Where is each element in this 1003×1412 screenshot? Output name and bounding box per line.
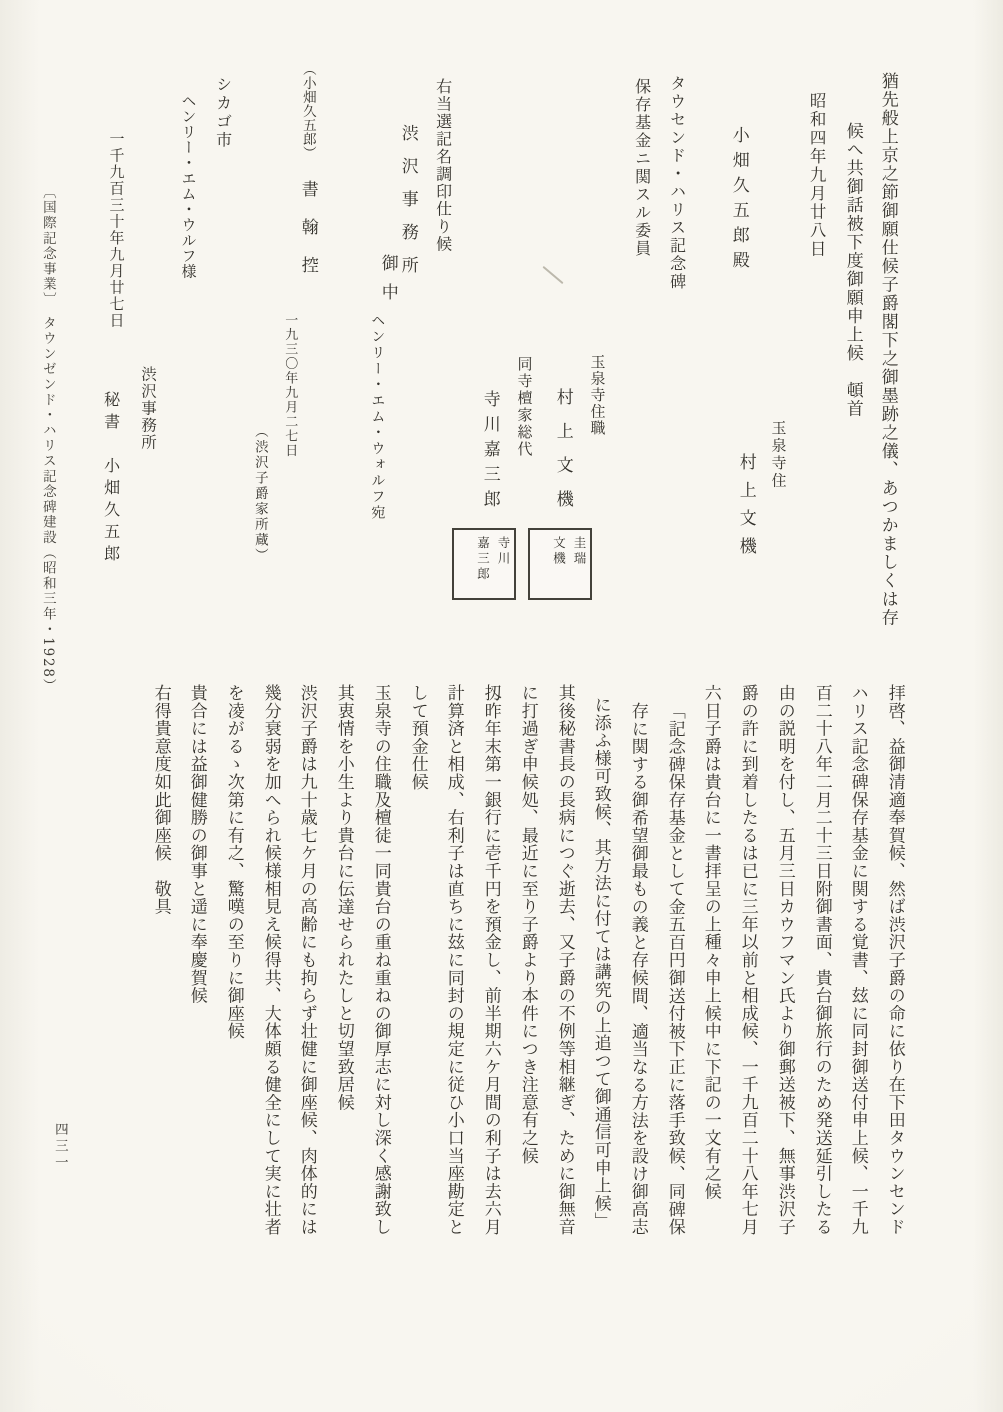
letter2-header-label: （小畑久五郎） — [299, 62, 316, 160]
committee-signer2-name: 寺川嘉三郎 — [479, 390, 500, 515]
letter2-body-line: に打過ぎ申候処、最近に至り子爵より本件につき注意有之候 — [517, 684, 538, 1165]
committee-title-line-2: 保存基金ニ関スル委員 — [632, 78, 652, 258]
committee-recipient-honorific: 御中 — [377, 254, 398, 312]
committee-signer2-title: 同寺檀家総代 — [515, 356, 534, 458]
letter1-body-line-1: 猶先般上京之節御願仕候子爵閣下之御墨跡之儀、あつかましくは存 — [877, 72, 898, 627]
letter2-body-line: 右得貴意度如此御座候 敬具 — [150, 684, 171, 916]
letter2-body-line: 渋沢子爵は九十歳七ケ月の高齢にも拘らず壮健に御座候、肉体的には — [296, 684, 317, 1236]
letter2-body-line: 六日子爵は貴台に一書拝呈の上種々申上候中に下記の一文有之候 — [700, 684, 721, 1201]
committee-signer1-seal — [528, 528, 592, 600]
letter1-sender-name: 村上文機 — [735, 453, 756, 565]
letter1-sender-title: 玉泉寺住 — [769, 420, 788, 490]
letter2-meta-date: 一九三〇年九月二七日 — [282, 313, 298, 458]
committee-signer1-title: 玉泉寺住職 — [588, 354, 607, 437]
letter1-body-line-2: 候へ共御話被下度御願申上候 頓首 — [842, 122, 863, 418]
seal-column-left: 嘉三郎 — [475, 536, 491, 583]
letter2-body-line: を凌がるゝ次第に有之、驚嘆の至りに御座候 — [223, 684, 244, 1040]
letter1-addressee: 小畑久五郎殿 — [728, 126, 749, 276]
seal-column-left: 文機 — [551, 536, 567, 567]
letter2-body-quote-line: 「記念碑保存基金として金五百円御送付被下正に落手致候、同碑保 — [664, 702, 685, 1236]
letter2-body-line: 計算済と相成、右利子は直ちに玆に同封の規定に従ひ小口当座勘定と — [443, 684, 464, 1236]
letter2-body-line: ハリス記念碑保存基金に関する覚書、玆に同封御送付申上候、一千九 — [847, 684, 868, 1236]
letter1-date: 昭和四年九月廿八日 — [807, 92, 827, 259]
committee-signer1-name: 村上文機 — [552, 388, 573, 524]
letter2-body-line: 由の説明を付し、五月三日カウフマン氏より御郵送被下、無事渋沢子 — [774, 684, 795, 1236]
letter2-body-line: 拝啓、益御清適奉賀候、然ば渋沢子爵の命に依り在下田タウンセンド — [884, 684, 905, 1236]
committee-signer2-seal — [452, 528, 516, 600]
letter2-body-quote-line: に添ふ様可致候、其方法に付ては講究の上追つて御通信可申上候」 — [590, 696, 611, 1230]
committee-closing: 右当選記名調印仕り候 — [433, 78, 453, 253]
letter2-header-title: 書翰控 — [297, 180, 318, 294]
scan-artifact — [542, 266, 563, 284]
letter2-body-line: 貴合には益御健勝の御事と遥に奉慶賀候 — [186, 684, 207, 1005]
letter2-meta-addressee: ヘンリー・エム・ウォルフ宛 — [369, 313, 386, 521]
committee-recipient: 渋沢事務所 — [397, 124, 418, 289]
margin-caption: 〔国際記念事業〕 タウンゼンド・ハリス記念碑建設（昭和三年・1928） — [39, 185, 56, 695]
letter2-body-line: して預金仕候 — [407, 684, 428, 791]
seal-column-right: 圭瑞 — [572, 536, 587, 567]
letter2-body-line: 玉泉寺の住職及檀徒一同貴台の重ね重ねの御厚志に対し深く感謝致し — [370, 684, 391, 1236]
letter2-body-line: 幾分衰弱を加へられ候様相見え候得共、大体頗る健全にして実に壮者 — [260, 684, 281, 1236]
letter2-body-line: 扨昨年末第一銀行に壱千円を預金し、前半期六ケ月間の利子は去六月 — [480, 684, 501, 1236]
letter2-body-line: 百二十八年二月二十三日附御書面、貴台御旅行のため発送延引したる — [811, 684, 832, 1236]
letter2-body-line: 其後秘書長の長病につぐ逝去、又子爵の不例等相継ぎ、ために御無音 — [554, 684, 575, 1236]
letter2-body-line: 其衷情を小生より貴台に伝達せられたしと切望致居候 — [333, 684, 354, 1112]
letter2-from-org: 渋沢事務所 — [139, 366, 158, 451]
committee-title-line-1: タウセンド・ハリス記念碑 — [667, 75, 687, 291]
letter2-to-name: ヘンリー・エム・ウルフ様 — [179, 93, 198, 279]
seal-column-right: 寺川 — [496, 536, 511, 567]
letter2-body-quote-line: 存に関する御希望御最もの義と存候間、適当なる方法を設け御高志 — [627, 702, 648, 1236]
letter2-sent-date: 一千九百三十年九月廿七日 — [107, 131, 126, 329]
letter2-to-city: シカゴ市 — [213, 76, 233, 150]
letter2-meta-source: （渋沢子爵家所蔵） — [251, 424, 268, 564]
page-number: 四三一 — [51, 1122, 68, 1172]
letter2-body-line: 爵の許に到着したるは已に三年以前と相成候、一千九百二十八年七月 — [737, 684, 758, 1236]
letter2-from-name: 秘書 小畑久五郎 — [101, 391, 121, 567]
